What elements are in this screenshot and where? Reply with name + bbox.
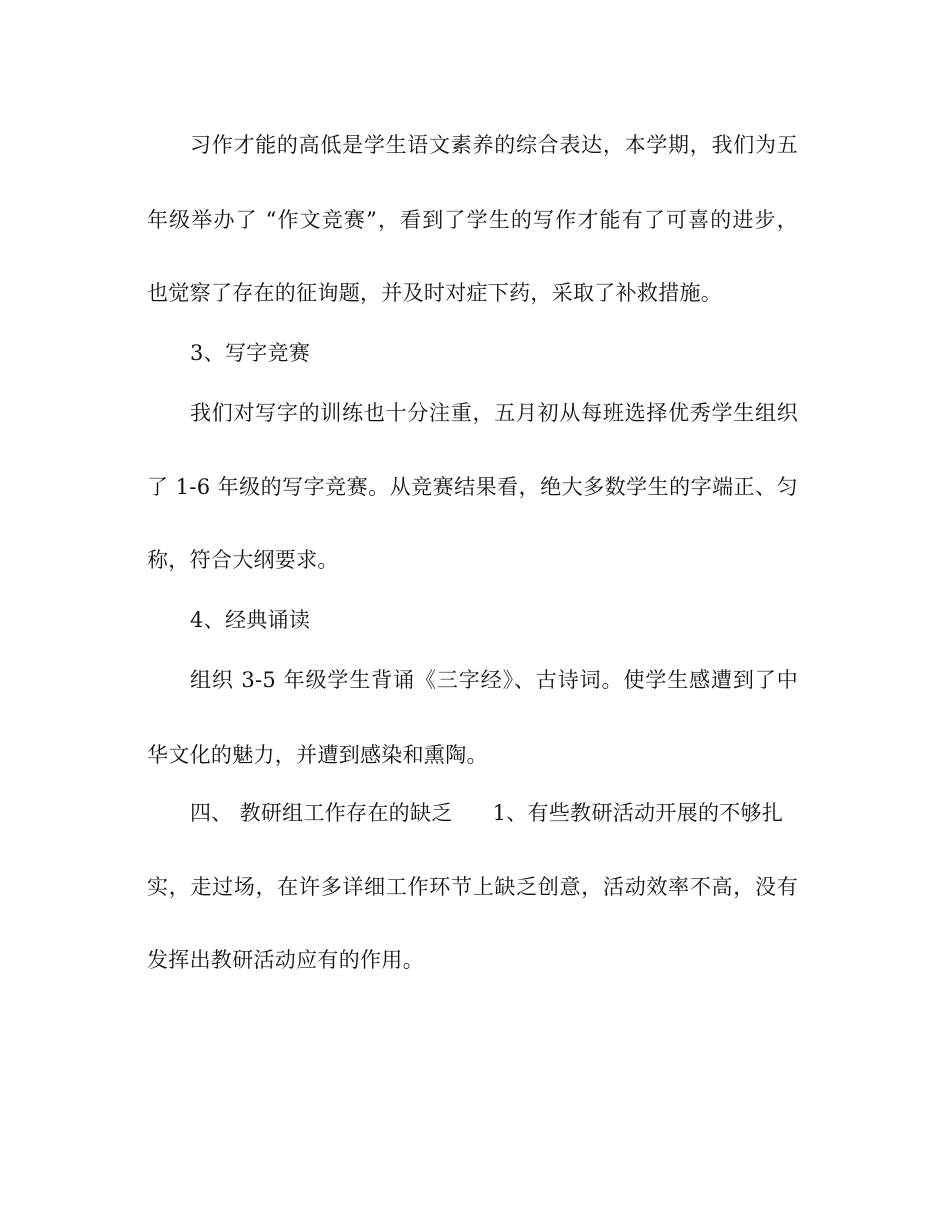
section-heading-writing-contest: 3、写字竞赛 — [190, 341, 311, 365]
paragraph-line-14: 发挥出教研活动应有的作用。 — [147, 948, 424, 972]
paragraph-line-6: 了 1-6 年级的写字竞赛。从竞赛结果看，绝大多数学生的字端正、匀 — [147, 475, 798, 499]
paragraph-line-2: 年级举办了 “作文竞赛”，看到了学生的写作才能有了可喜的进步， — [147, 208, 798, 232]
paragraph-line-1: 习作才能的高低是学生语文素养的综合表达，本学期，我们为五 — [190, 133, 798, 157]
shortcomings-item-1-start: 1、有些教研活动开展的不够扎 — [492, 801, 784, 825]
paragraph-line-10: 华文化的魅力，并遭到感染和熏陶。 — [147, 743, 488, 767]
paragraph-line-7: 称，符合大纲要求。 — [147, 548, 339, 572]
shortcomings-heading: 四、 教研组工作存在的缺乏 — [190, 801, 453, 825]
paragraph-line-5: 我们对写字的训练也十分注重，五月初从每班选择优秀学生组织 — [190, 401, 798, 425]
section-heading-classic-reading: 4、经典诵读 — [190, 608, 311, 632]
paragraph-line-3: 也觉察了存在的征询题，并及时对症下药，采取了补救措施。 — [147, 281, 723, 305]
paragraph-line-13: 实，走过场，在许多详细工作环节上缺乏创意，活动效率不高，没有 — [147, 875, 798, 899]
section-heading-shortcomings — [190, 798, 850, 828]
paragraph-line-9: 组织 3-5 年级学生背诵《三字经》、古诗词。使学生感遭到了中 — [190, 668, 798, 692]
